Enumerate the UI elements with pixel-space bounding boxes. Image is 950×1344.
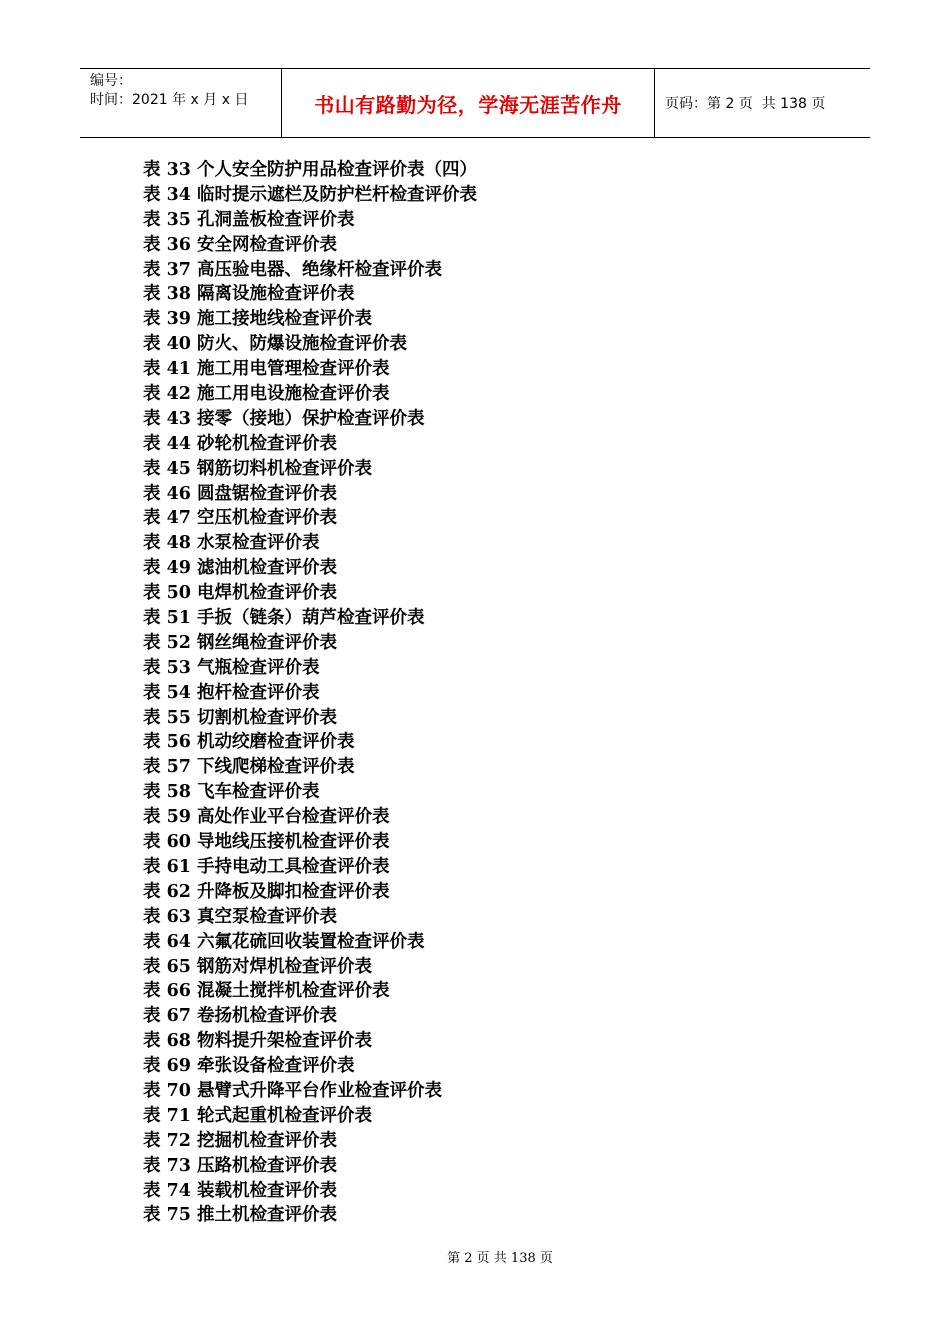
list-item: 表 75 推土机检查评价表 xyxy=(143,1205,338,1226)
page-footer: 第 2 页 共 138 页 xyxy=(447,1251,553,1266)
list-item: 表 41 施工用电管理检查评价表 xyxy=(143,359,390,380)
list-item: 表 36 安全网检查评价表 xyxy=(143,234,338,255)
header-motto: 书山有路勤为径，学海无涯苦作舟 xyxy=(282,69,655,137)
list-item: 表 34 临时提示遮栏及防护栏杆检查评价表 xyxy=(143,184,478,205)
list-item: 表 48 水泵检查评价表 xyxy=(143,533,320,554)
list-item: 表 50 电焊机检查评价表 xyxy=(143,583,338,604)
list-item: 表 35 孔洞盖板检查评价表 xyxy=(143,209,355,230)
list-item: 表 55 切割机检查评价表 xyxy=(143,707,338,728)
list-item: 表 72 挖掘机检查评价表 xyxy=(143,1130,338,1151)
list-item: 表 65 钢筋对焊机检查评价表 xyxy=(143,956,373,977)
list-item: 表 73 压路机检查评价表 xyxy=(143,1155,338,1176)
page-header xyxy=(80,68,870,138)
list-item: 表 52 钢丝绳检查评价表 xyxy=(143,632,338,653)
list-item: 表 61 手持电动工具检查评价表 xyxy=(143,856,390,877)
list-item: 表 63 真空泵检查评价表 xyxy=(143,906,338,927)
list-item: 表 58 飞车检查评价表 xyxy=(143,782,320,803)
list-item: 表 45 钢筋切料机检查评价表 xyxy=(143,458,373,479)
list-item: 表 46 圆盘锯检查评价表 xyxy=(143,483,338,504)
table-list xyxy=(143,158,477,1228)
list-item: 表 53 气瓶检查评价表 xyxy=(143,657,320,678)
list-item: 表 43 接零（接地）保护检查评价表 xyxy=(143,408,425,429)
list-item: 表 60 导地线压接机检查评价表 xyxy=(143,832,390,853)
code-label: 编号： xyxy=(90,73,132,89)
list-item: 表 64 六氟花硫回收装置检查评价表 xyxy=(143,931,425,952)
header-meta xyxy=(80,69,282,137)
list-item: 表 68 物料提升架检查评价表 xyxy=(143,1031,373,1052)
list-item: 表 49 滤油机检查评价表 xyxy=(143,558,338,579)
list-item: 表 38 隔离设施检查评价表 xyxy=(143,284,355,305)
list-item: 表 39 施工接地线检查评价表 xyxy=(143,309,373,330)
list-item: 表 59 高处作业平台检查评价表 xyxy=(143,807,390,828)
list-item: 表 33 个人安全防护用品检查评价表（四） xyxy=(143,160,478,180)
list-item: 表 37 高压验电器、绝缘杆检查评价表 xyxy=(143,259,443,280)
date-label: 时间：2021 年 x 月 x 日 xyxy=(90,92,249,108)
list-item: 表 71 轮式起重机检查评价表 xyxy=(143,1105,373,1126)
list-item: 表 44 砂轮机检查评价表 xyxy=(143,433,338,454)
list-item: 表 51 手扳（链条）葫芦检查评价表 xyxy=(143,608,425,629)
list-item: 表 62 升降板及脚扣检查评价表 xyxy=(143,881,390,902)
list-item: 表 67 卷扬机检查评价表 xyxy=(143,1006,338,1027)
list-item: 表 57 下线爬梯检查评价表 xyxy=(143,757,355,778)
header-page-info: 页码：第 2 页 共 138 页 xyxy=(665,96,826,112)
list-item: 表 74 装载机检查评价表 xyxy=(143,1180,338,1201)
list-item: 表 70 悬臂式升降平台作业检查评价表 xyxy=(143,1080,443,1101)
list-item: 表 42 施工用电设施检查评价表 xyxy=(143,384,390,405)
list-item: 表 56 机动绞磨检查评价表 xyxy=(143,732,355,753)
list-item: 表 69 牵张设备检查评价表 xyxy=(143,1056,355,1077)
list-item: 表 66 混凝土搅拌机检查评价表 xyxy=(143,981,390,1002)
list-item: 表 47 空压机检查评价表 xyxy=(143,508,338,529)
list-item: 表 40 防火、防爆设施检查评价表 xyxy=(143,334,408,355)
list-item: 表 54 抱杆检查评价表 xyxy=(143,682,320,703)
